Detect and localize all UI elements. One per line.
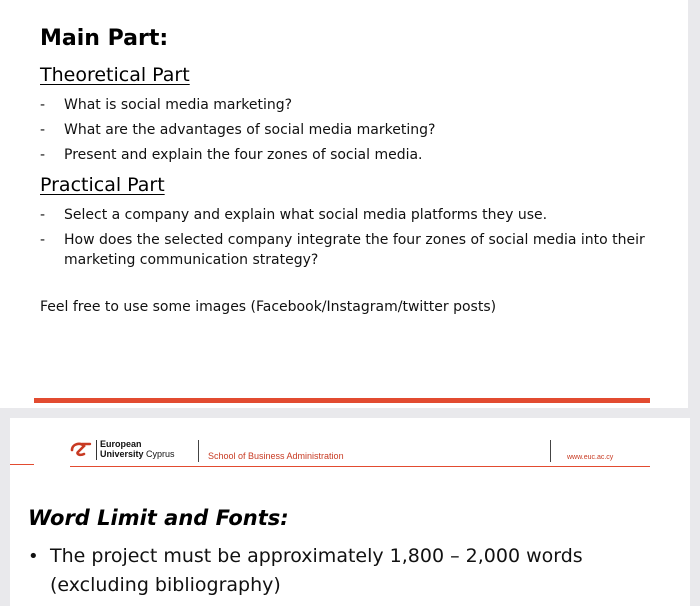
list-item [40, 95, 660, 115]
university-brand [100, 439, 175, 459]
theoretical-list [40, 95, 660, 170]
footer-divider [198, 440, 199, 462]
images-note: Feel free to use some images (Facebook/Instagram/twitter posts) [40, 299, 497, 315]
dash-marker: - [40, 97, 46, 113]
list-item-text: What are the advantages of social media marketing? [64, 122, 436, 138]
brand-line-1: European [100, 439, 142, 449]
practical-list [40, 205, 660, 275]
school-name: School of Business Administration [208, 451, 344, 461]
slide-word-limit [10, 418, 690, 606]
list-item-text: The project must be approximately 1,800 – 2,000 words (excluding bibliography) [50, 545, 583, 596]
list-item-text: How does the selected company integrate the four zones of social media into their marketing communication strategy? [64, 232, 645, 268]
list-item [40, 120, 660, 140]
dash-marker: - [40, 147, 46, 163]
list-item [28, 542, 650, 600]
practical-part-heading: Practical Part [40, 174, 165, 196]
list-item-text: What is social media marketing? [64, 97, 293, 113]
dash-marker: - [40, 232, 46, 248]
slide-divider-bar [34, 398, 650, 403]
list-item [40, 230, 660, 270]
dash-marker: - [40, 207, 46, 223]
bullet-marker: • [28, 546, 39, 567]
website-link[interactable]: www.euc.ac.cy [567, 454, 614, 461]
brand-line-2b: Cyprus [143, 449, 175, 459]
footer-divider [550, 440, 551, 462]
list-item [40, 145, 660, 165]
theoretical-part-heading: Theoretical Part [40, 64, 190, 86]
dash-marker: - [40, 122, 46, 138]
footer-rule-left [10, 464, 34, 465]
brand-line-2a: University [100, 449, 144, 459]
euc-logo-icon [70, 440, 94, 460]
slide-title: Main Part: [40, 26, 169, 51]
footer-rule [70, 466, 650, 467]
list-item [40, 205, 660, 225]
list-item-text: Select a company and explain what social media platforms they use. [64, 207, 548, 223]
word-limit-heading: Word Limit and Fonts: [28, 506, 289, 530]
list-item-text: Present and explain the four zones of social media. [64, 147, 423, 163]
logo-divider [96, 440, 97, 460]
